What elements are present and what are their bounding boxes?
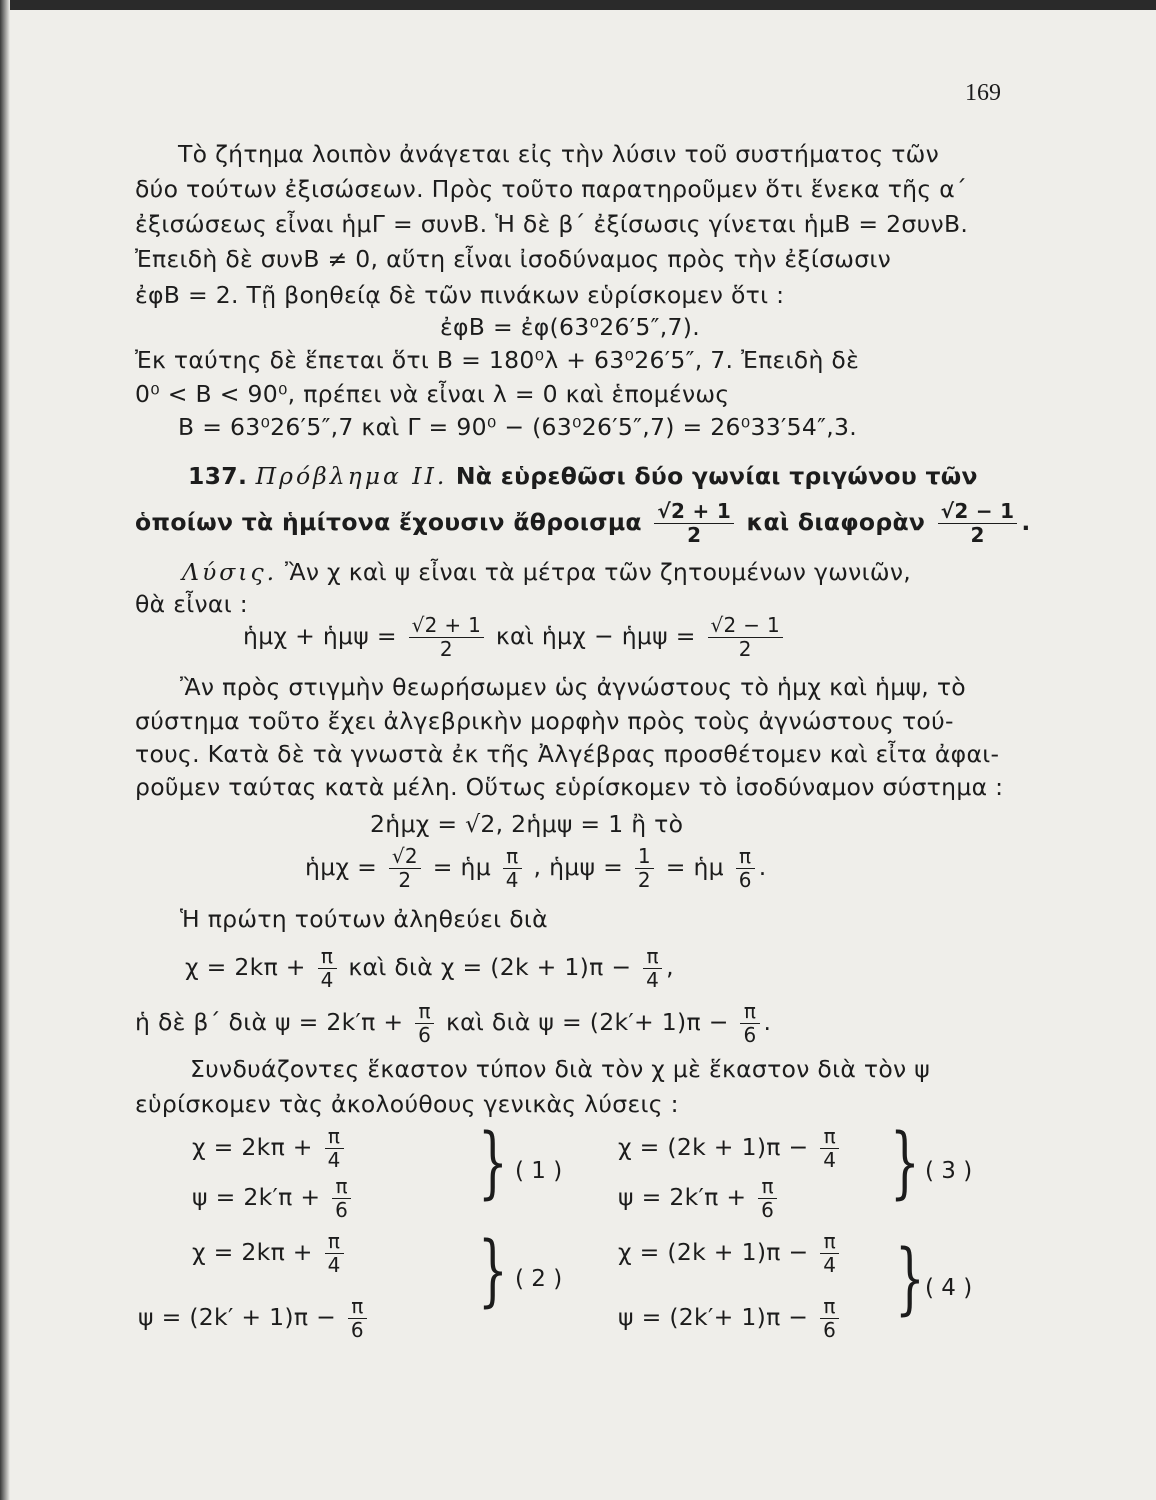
fraction-denominator: 4 xyxy=(320,968,334,992)
fraction-numerator: √2 + 1 xyxy=(409,614,484,638)
fraction-denominator: 6 xyxy=(761,1198,775,1222)
fraction-denominator: 6 xyxy=(335,1198,349,1222)
solution-text: θὰ εἶναι : xyxy=(135,590,248,618)
fraction-numerator: π xyxy=(325,1125,344,1149)
equation-part: . xyxy=(758,853,767,881)
fraction xyxy=(389,845,421,892)
equation-psi xyxy=(135,1000,771,1047)
system-tag: ( 3 ) xyxy=(925,1158,973,1184)
fraction xyxy=(643,945,662,992)
scan-left-edge xyxy=(0,0,10,1500)
problem-text: καὶ διαφορὰν xyxy=(746,508,926,536)
problem-text: ὁποίων τὰ ἡμίτονα ἔχουσιν ἄθροισμα xyxy=(135,508,642,536)
paragraph-line: ροῦμεν ταύτας κατὰ μέλη. Οὕτως εὑρίσκομεν τὸ ἰσοδύναμον σύστημα : xyxy=(135,773,1004,801)
fraction-numerator: π xyxy=(325,1230,344,1254)
fraction-numerator: π xyxy=(503,845,522,869)
fraction xyxy=(635,845,654,892)
solution-text: Ἂν χ καὶ ψ εἶναι τὰ μέτρα τῶν ζητουμένων γωνιῶν, xyxy=(284,558,912,586)
fraction-denominator: 4 xyxy=(327,1148,341,1172)
fraction-denominator: 6 xyxy=(350,1318,364,1342)
problem-text: Νὰ εὑρεθῶσι δύο γωνίαι τριγώνου τῶν xyxy=(455,462,978,490)
system-1-row-1 xyxy=(192,1125,348,1172)
fraction-denominator: 2 xyxy=(687,523,702,547)
fraction xyxy=(708,614,783,661)
system-4-row-1 xyxy=(618,1230,843,1277)
fraction-denominator: 2 xyxy=(970,523,985,547)
fraction-denominator: 2 xyxy=(738,637,752,661)
fraction-numerator: √2 − 1 xyxy=(708,614,783,638)
fraction-numerator: 1 xyxy=(635,845,654,869)
paragraph-line: τους. Κατὰ δὲ τὰ γνωστὰ ἐκ τῆς Ἀλγέβρας προσθέτομεν καὶ εἶτα ἀφαι- xyxy=(135,740,1000,768)
equation-part: ψ = 2k′π + xyxy=(192,1183,321,1211)
fraction-numerator: √2 xyxy=(389,845,421,869)
system-1-row-2 xyxy=(192,1175,355,1222)
paragraph-line: Ἐπειδὴ δὲ συνΒ ≠ 0, αὕτη εἶναι ἰσοδύναμος πρὸς τὴν ἐξίσωσιν xyxy=(135,245,892,273)
scan-top-edge xyxy=(0,0,1156,10)
fraction-numerator: π xyxy=(820,1125,839,1149)
equation-tan: ἐφΒ = ἐφ(63⁰26′5″,7). xyxy=(440,313,700,341)
brace: } xyxy=(478,1226,508,1316)
system-3-row-1 xyxy=(618,1125,843,1172)
problem-line-2 xyxy=(135,500,1031,547)
paragraph-line: ἐφΒ = 2. Τῇ βοηθείᾳ δὲ τῶν πινάκων εὑρίσκομεν ὅτι : xyxy=(135,281,785,309)
paragraph-line: δύο τούτων ἐξισώσεων. Πρὸς τοῦτο παρατηροῦμεν ὅτι ἕνεκα τῆς α΄ xyxy=(135,175,968,203)
fraction xyxy=(325,1125,344,1172)
fraction-numerator: √2 + 1 xyxy=(654,500,734,524)
fraction xyxy=(415,1000,434,1047)
equation-part: ψ = (2k′ + 1)π − xyxy=(138,1303,337,1331)
equation-part: , xyxy=(666,953,674,981)
equation-sines xyxy=(305,845,767,892)
fraction-numerator: π xyxy=(332,1175,351,1199)
solution-line-1 xyxy=(182,558,911,586)
fraction-diff xyxy=(938,500,1018,547)
brace: } xyxy=(890,1118,920,1208)
equation-part: = ἡμ xyxy=(665,853,724,881)
equation-sum-diff xyxy=(243,614,787,661)
fraction xyxy=(348,1295,367,1342)
fraction-sum xyxy=(654,500,734,547)
paragraph-line: σύστημα τοῦτο ἔχει ἀλγεβρικὴν μορφὴν πρὸς τοὺς ἀγνώστους τού- xyxy=(135,707,954,735)
fraction-denominator: 2 xyxy=(439,637,453,661)
equation-result: Β = 63⁰26′5″,7 καὶ Γ = 90⁰ − (63⁰26′5″,7) = 26⁰33′54″,3. xyxy=(178,413,857,441)
equation-chi xyxy=(185,945,674,992)
fraction xyxy=(318,945,337,992)
equation-part: ἡ δὲ β΄ διὰ ψ = 2k′π + xyxy=(135,1008,404,1036)
fraction xyxy=(409,614,484,661)
fraction xyxy=(503,845,522,892)
fraction-numerator: π xyxy=(758,1175,777,1199)
equation-part: χ = 2kπ + xyxy=(185,953,306,981)
equation-part: . xyxy=(763,1008,772,1036)
system-2-row-1 xyxy=(192,1230,348,1277)
problem-heading xyxy=(188,462,978,490)
paragraph-line: εὑρίσκομεν τὰς ἀκολούθους γενικὰς λύσεις : xyxy=(135,1090,679,1118)
paragraph-line: 0⁰ < Β < 90⁰, πρέπει νὰ εἶναι λ = 0 καὶ ἑπομένως xyxy=(135,380,730,408)
equation-system: 2ἡμχ = √2, 2ἡμψ = 1 ἢ τὸ xyxy=(370,810,684,838)
fraction-denominator: 2 xyxy=(398,868,412,892)
fraction-denominator: 4 xyxy=(327,1253,341,1277)
equation-part: καὶ διὰ χ = (2k + 1)π − xyxy=(348,953,632,981)
fraction-numerator: π xyxy=(348,1295,367,1319)
equation-part: χ = (2k + 1)π − xyxy=(618,1133,809,1161)
equation-part: καὶ διὰ ψ = (2k′+ 1)π − xyxy=(445,1008,729,1036)
equation-part: = ἡμ xyxy=(432,853,491,881)
fraction-numerator: π xyxy=(736,845,755,869)
fraction-numerator: π xyxy=(643,945,662,969)
system-tag: ( 1 ) xyxy=(515,1158,563,1184)
fraction xyxy=(740,1000,759,1047)
equation-part: ἡμχ = xyxy=(305,853,378,881)
fraction-numerator: √2 − 1 xyxy=(938,500,1018,524)
fraction-denominator: 6 xyxy=(738,868,752,892)
fraction xyxy=(736,845,755,892)
fraction xyxy=(758,1175,777,1222)
equation-part: καὶ ἡμχ − ἡμψ = xyxy=(495,622,696,650)
paragraph-line: Ἂν πρὸς στιγμὴν θεωρήσωμεν ὡς ἀγνώστους τὸ ἡμχ καὶ ἡμψ, τὸ xyxy=(180,673,966,701)
fraction-denominator: 6 xyxy=(418,1023,432,1047)
fraction xyxy=(820,1295,839,1342)
system-4-row-2 xyxy=(618,1295,843,1342)
equation-part: χ = 2kπ + xyxy=(192,1238,313,1266)
fraction-denominator: 4 xyxy=(823,1253,837,1277)
system-tag: ( 4 ) xyxy=(925,1275,973,1301)
fraction xyxy=(332,1175,351,1222)
fraction-denominator: 2 xyxy=(637,868,651,892)
fraction-denominator: 6 xyxy=(823,1318,837,1342)
fraction-denominator: 4 xyxy=(505,868,519,892)
equation-part: χ = 2kπ + xyxy=(192,1133,313,1161)
fraction-numerator: π xyxy=(318,945,337,969)
fraction xyxy=(820,1230,839,1277)
brace: } xyxy=(478,1118,508,1208)
fraction-denominator: 4 xyxy=(823,1148,837,1172)
paragraph-line: ἐξισώσεως εἶναι ἡμΓ = συνΒ. Ἡ δὲ β΄ ἐξίσωσις γίνεται ἡμΒ = 2συνΒ. xyxy=(135,210,969,238)
system-2-row-2 xyxy=(138,1295,371,1342)
equation-part: χ = (2k + 1)π − xyxy=(618,1238,809,1266)
fraction-numerator: π xyxy=(740,1000,759,1024)
paragraph-line: Τὸ ζήτημα λοιπὸν ἀνάγεται εἰς τὴν λύσιν τοῦ συστήματος τῶν xyxy=(178,140,940,168)
solution-label: Λύσις. xyxy=(182,558,278,586)
fraction-numerator: π xyxy=(820,1230,839,1254)
equation-part: ψ = 2k′π + xyxy=(618,1183,747,1211)
paragraph-line: Συνδυάζοντες ἕκαστον τύπον διὰ τὸν χ μὲ ἕκαστον διὰ τὸν ψ xyxy=(190,1055,931,1083)
equation-part: , ἡμψ = xyxy=(533,853,624,881)
paragraph-line: Ἐκ ταύτης δὲ ἕπεται ὅτι Β = 180⁰λ + 63⁰26′5″, 7. Ἐπειδὴ δὲ xyxy=(135,346,860,374)
paragraph-line: Ἡ πρώτη τούτων ἀληθεύει διὰ xyxy=(180,905,548,933)
problem-number: 137. xyxy=(188,462,248,490)
fraction-denominator: 4 xyxy=(646,968,660,992)
equation-part: ἡμχ + ἡμψ = xyxy=(243,622,397,650)
system-tag: ( 2 ) xyxy=(515,1266,563,1292)
fraction-numerator: π xyxy=(415,1000,434,1024)
fraction-denominator: 6 xyxy=(743,1023,757,1047)
fraction xyxy=(820,1125,839,1172)
brace: } xyxy=(895,1234,925,1324)
equation-part: ψ = (2k′+ 1)π − xyxy=(618,1303,809,1331)
problem-label: Πρόβλημα ΙΙ. xyxy=(255,462,448,490)
system-3-row-2 xyxy=(618,1175,781,1222)
fraction-numerator: π xyxy=(820,1295,839,1319)
fraction xyxy=(325,1230,344,1277)
page-number: 169 xyxy=(965,80,1001,106)
problem-text: . xyxy=(1021,508,1031,536)
